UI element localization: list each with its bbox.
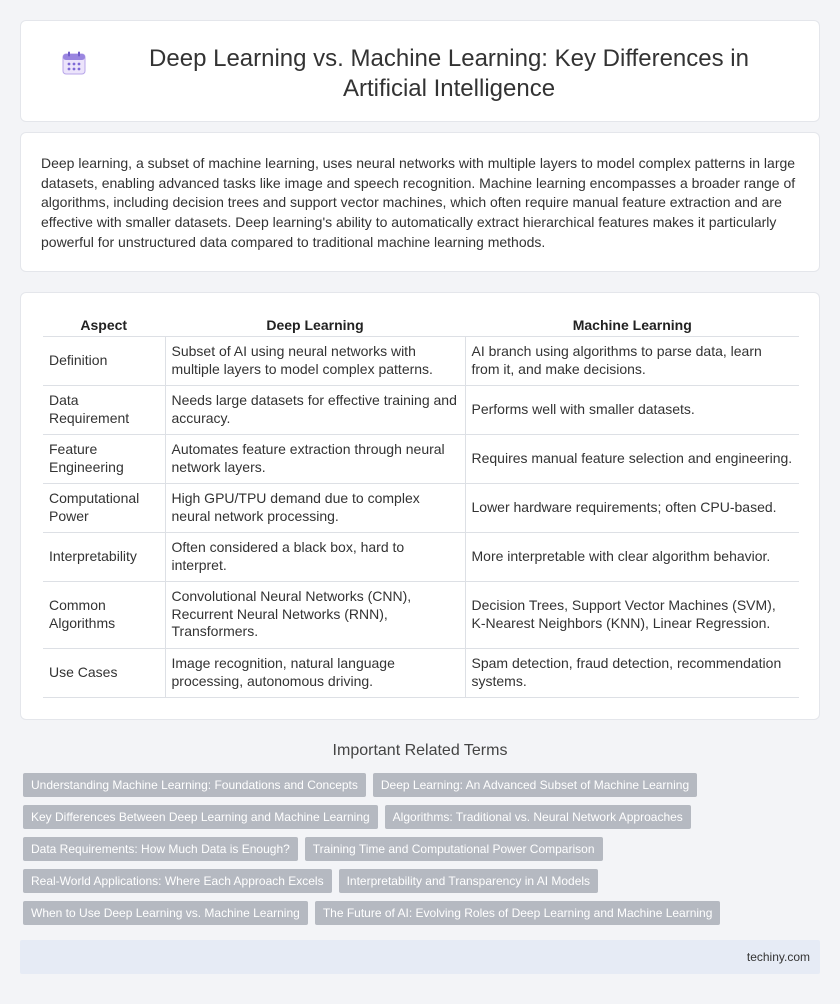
deep-learning-cell: Subset of AI using neural networks with multiple layers to model complex patterns.: [165, 336, 465, 385]
deep-learning-cell: Image recognition, natural language processing, autonomous driving.: [165, 648, 465, 697]
table-row: [43, 434, 799, 483]
aspect-cell: Interpretability: [43, 532, 165, 581]
machine-learning-cell: Requires manual feature selection and engineering.: [465, 434, 799, 483]
calendar-icon: [61, 50, 87, 76]
footer: [20, 940, 820, 974]
comparison-card: [20, 292, 820, 720]
related-term-link[interactable]: Training Time and Computational Power Comparison: [305, 837, 603, 861]
machine-learning-cell: Decision Trees, Support Vector Machines (SVM), K-Nearest Neighbors (KNN), Linear Regression.: [465, 581, 799, 648]
deep-learning-cell: Often considered a black box, hard to interpret.: [165, 532, 465, 581]
table-row: [43, 385, 799, 434]
related-terms-section: [20, 740, 820, 925]
intro-paragraph: Deep learning, a subset of machine learning, uses neural networks with multiple layers to model complex patterns in large datasets, enabling advanced tasks like image and speech recognition. Machine learning encompasses a broader range of algorithms, including decision trees and support vector machines, which often require manual feature extraction and are effective with smaller datasets. Deep learning's ability to automatically extract hierarchical features makes it particularly powerful for unstructured data compared to traditional machine learning methods.: [41, 155, 796, 250]
related-term-link[interactable]: Understanding Machine Learning: Foundations and Concepts: [23, 773, 366, 797]
deep-learning-cell: Convolutional Neural Networks (CNN), Recurrent Neural Networks (RNN), Transformers.: [165, 581, 465, 648]
intro-card: [20, 132, 820, 272]
machine-learning-cell: More interpretable with clear algorithm behavior.: [465, 532, 799, 581]
table-row: [43, 483, 799, 532]
related-term-link[interactable]: When to Use Deep Learning vs. Machine Learning: [23, 901, 308, 925]
header-machine-learning: Machine Learning: [465, 314, 799, 336]
related-term-link[interactable]: Algorithms: Traditional vs. Neural Network Approaches: [385, 805, 691, 829]
page-title: Deep Learning vs. Machine Learning: Key Differences in Artificial Intelligence: [149, 45, 749, 102]
aspect-cell: Common Algorithms: [43, 581, 165, 648]
footer-site-link[interactable]: techiny.com: [746, 950, 810, 964]
table-row: [43, 581, 799, 648]
related-term-link[interactable]: Key Differences Between Deep Learning and Machine Learning: [23, 805, 378, 829]
deep-learning-cell: Needs large datasets for effective training and accuracy.: [165, 385, 465, 434]
aspect-cell: Computational Power: [43, 483, 165, 532]
aspect-cell: Feature Engineering: [43, 434, 165, 483]
related-term-link[interactable]: Data Requirements: How Much Data is Enough?: [23, 837, 298, 861]
aspect-cell: Definition: [43, 336, 165, 385]
table-row: [43, 648, 799, 697]
header-aspect: Aspect: [43, 314, 165, 336]
related-term-link[interactable]: The Future of AI: Evolving Roles of Deep Learning and Machine Learning: [315, 901, 721, 925]
header-card: [20, 20, 820, 122]
header-deep-learning: Deep Learning: [165, 314, 465, 336]
aspect-cell: Use Cases: [43, 648, 165, 697]
machine-learning-cell: Spam detection, fraud detection, recommendation systems.: [465, 648, 799, 697]
related-term-link[interactable]: Deep Learning: An Advanced Subset of Machine Learning: [373, 773, 697, 797]
table-header-row: [43, 314, 799, 336]
table-row: [43, 336, 799, 385]
aspect-cell: Data Requirement: [43, 385, 165, 434]
related-term-link[interactable]: Interpretability and Transparency in AI Models: [339, 869, 598, 893]
machine-learning-cell: Lower hardware requirements; often CPU-based.: [465, 483, 799, 532]
table-row: [43, 532, 799, 581]
machine-learning-cell: Performs well with smaller datasets.: [465, 385, 799, 434]
deep-learning-cell: Automates feature extraction through neural network layers.: [165, 434, 465, 483]
deep-learning-cell: High GPU/TPU demand due to complex neural network processing.: [165, 483, 465, 532]
machine-learning-cell: AI branch using algorithms to parse data, learn from it, and make decisions.: [465, 336, 799, 385]
comparison-table: [43, 314, 799, 698]
related-terms-list: [20, 773, 820, 925]
related-terms-title: Important Related Terms: [332, 742, 508, 759]
related-term-link[interactable]: Real-World Applications: Where Each Approach Excels: [23, 869, 332, 893]
